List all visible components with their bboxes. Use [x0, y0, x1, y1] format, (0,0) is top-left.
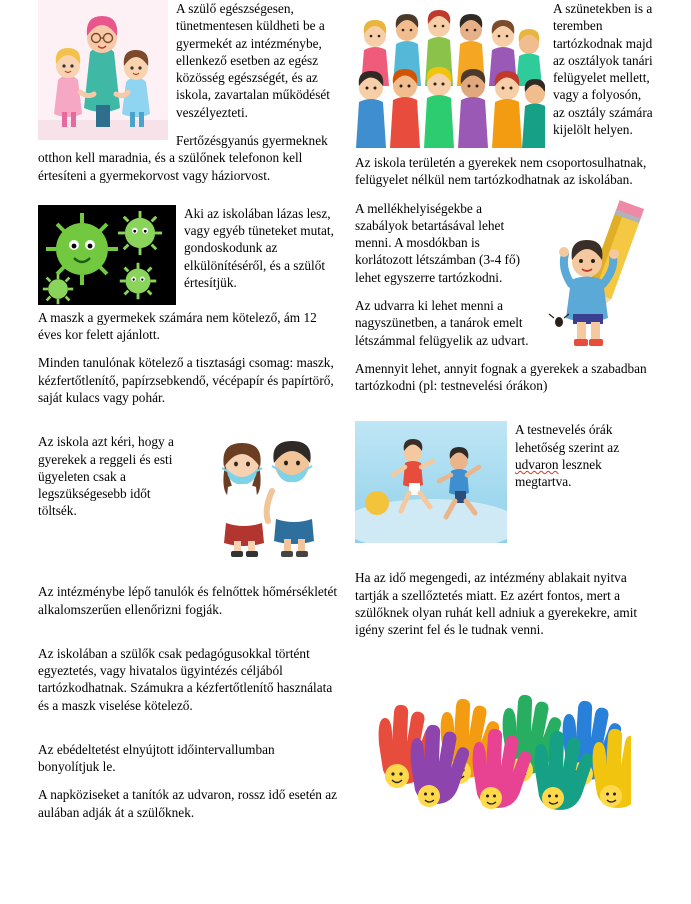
paragraph-fever-isolation: Aki az iskolában lázas lesz, vagy egyéb tüneteket mutat, gondoskodunk az elkülönítéséről, és a szülőt értesítjük. [184, 205, 334, 290]
pe-text-c: lesznek megtartva. [515, 456, 602, 490]
paragraph-mask-optional: A maszk a gyermekek számára nem kötelező, ám 12 éves kor felett ajánlott. [38, 309, 317, 343]
paragraph-ventilation: Ha az idő megengedi, az intézmény ablakait nyitva tartják a szellőztetés miatt. Ez azért fontos, mert a szülőknek olyan ruhát kell adniuk a gyerekekre, amit igény szerint fel és le tudnak venni. [355, 570, 638, 638]
left-column [38, 0, 338, 904]
paragraph-parents-in-school: Az iskolában a szülők csak pedagógusokkal történt egyeztetés, vagy hivatalos ügyintézés céljából tartózkodhatnak. Számukra a kézfertőtlenítő használata és a maszk viselése kötelező. [38, 645, 333, 713]
paragraph-afterschool-handover: A napköziseket a tanítók az udvaron, rossz idő esetén az aulában adják át a szülőknek. [38, 787, 338, 820]
paragraph-breaks-in-classroom: A szünetekben is a teremben tartózkodnak majd az osztályok tanári felügyelet mellett, vagy a folyosón, az osztály számára kijelölt helyen. [553, 1, 653, 137]
paragraph-morning-evening-duty: Az iskola azt kéri, hogy a gyerekek a reggeli és esti ügyeleten csak a legszükségesebb időt töltsék. [38, 434, 174, 519]
paragraph-outdoor-time: Amennyit lehet, annyit fognak a gyerekek a szabadban tartózkodni (pl: testnevelési órákon) [355, 360, 647, 394]
illustration-teacher-with-children [38, 0, 168, 140]
paragraph-toilets-rules: A mellékhelyiségekbe a szabályok betartásával lehet menni. A mosdókban is korlátozott létszámban (3-4 fő) lehet egyszerre tartózkodni. [355, 200, 521, 285]
illustration-green-viruses-black-background [38, 205, 176, 305]
illustration-two-children-wearing-masks [200, 433, 338, 557]
illustration-colorful-painted-hands [355, 694, 655, 822]
pe-text-a: A testnevelés órák lehetőség szerint az [515, 422, 620, 455]
paragraph-hygiene-pack: Minden tanulónak kötelező a tisztasági csomag: maszk, kézfertőtlenítő, papírzsebkendő, vécépapír és papírtörő, saját kulacs vagy pohár. [38, 355, 334, 405]
illustration-crowd-of-children [355, 0, 545, 150]
illustration-children-running-outdoors [355, 421, 507, 543]
right-column [355, 0, 655, 904]
paragraph-lunch-schedule: Az ebédeltetést elnyújtott időintervallumban bonyolítjuk le. [38, 741, 275, 775]
pe-text-udvaron: udvaron [515, 456, 559, 472]
paragraph-infection-suspect: Fertőzésgyanús gyermeknek otthon kell maradnia, és a szülőnek telefonon kell értesíteni a gyermekorvost vagy háziorvost. [38, 132, 328, 183]
illustration-boy-holding-giant-pencil [537, 200, 655, 350]
paragraph-healthy-child: A szülő egészségesen, tünetmentesen küldheti be a gyermekét az intézménybe, ellenkező esetben az egész közösség egészségét, és az iskola, zavartalan működését veszélyezteti. [176, 1, 330, 120]
paragraph-temperature-check: Az intézménybe lépő tanulók és felnőttek hőmérsékletét alkalomszerűen ellenőrizni fogják. [38, 584, 338, 617]
paragraph-no-grouping: Az iskola területén a gyerekek nem csoportosulhatnak, felügyelet nélkül nem tartózkodhatnak az iskolában. [355, 155, 647, 188]
paragraph-yard-break: Az udvarra ki lehet menni a nagyszünetben, a tanárok emelt létszámmal felügyelik az udvart. [355, 297, 529, 348]
